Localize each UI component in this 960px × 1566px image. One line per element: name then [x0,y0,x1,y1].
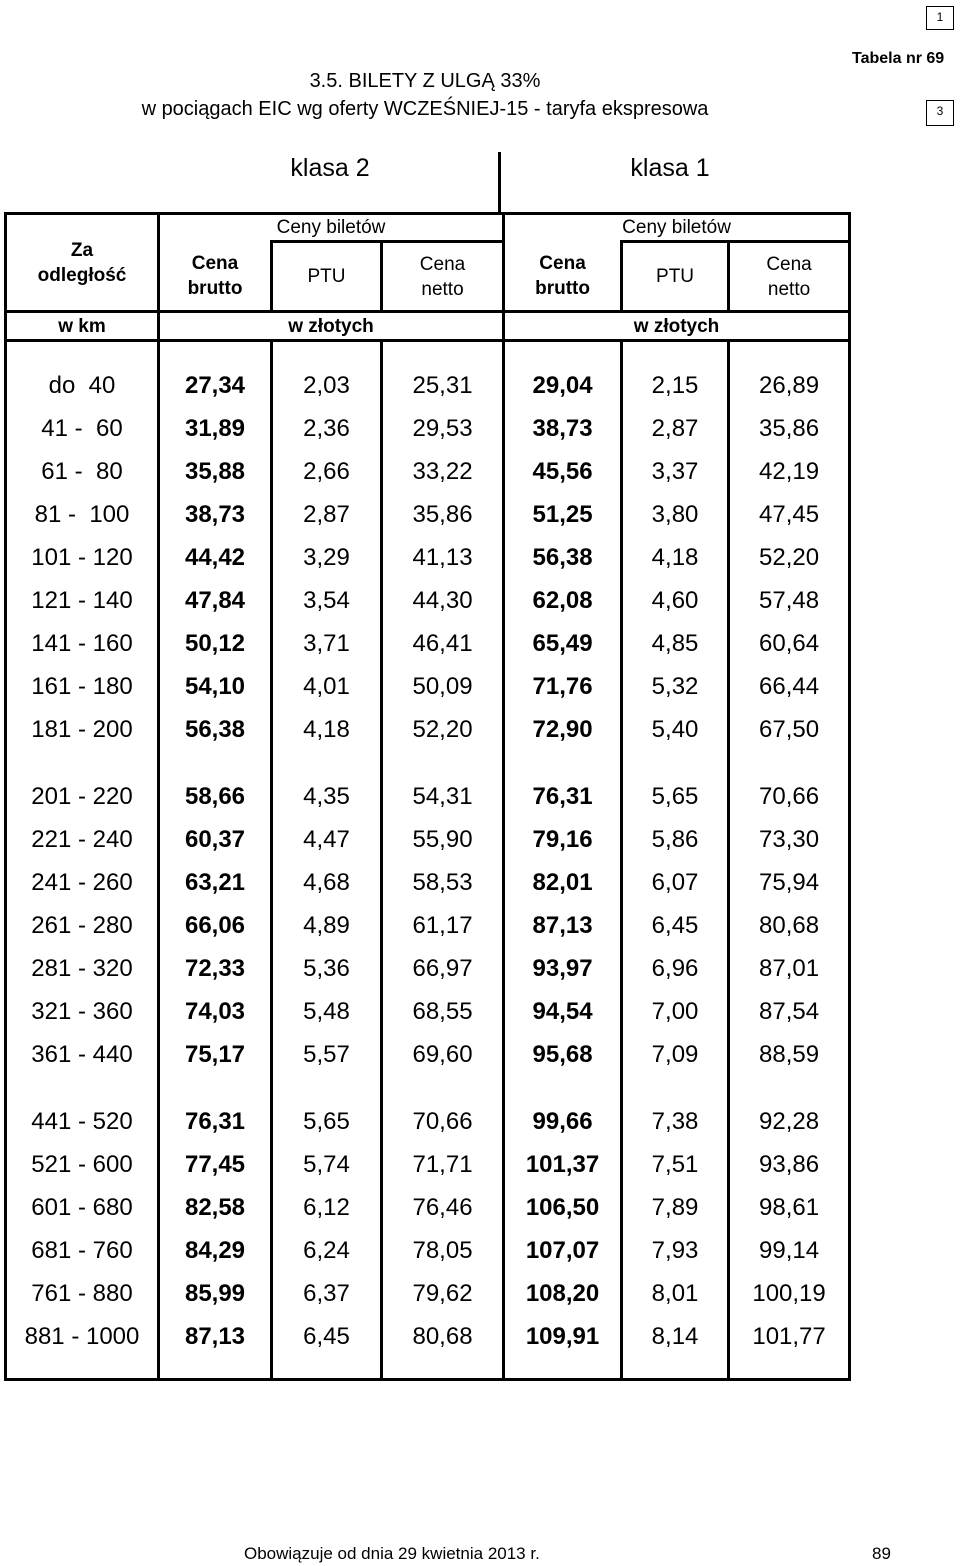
class-1-ptu-cell: 4,18 [622,536,729,579]
class-2-ptu-cell: 4,68 [272,861,382,904]
class-1-ptu-cell: 3,37 [622,450,729,493]
class-2-ptu-cell: 4,89 [272,904,382,947]
class-2-ptu-header: PTU [272,242,382,312]
class-2-ptu-cell: 5,57 [272,1033,382,1076]
net-label-1: Cena [766,253,812,275]
class-2-net-cell: 29,53 [382,407,504,450]
spacer-cell [6,341,159,365]
class-2-ptu-cell: 5,36 [272,947,382,990]
class-1-net-cell: 92,28 [729,1100,850,1143]
class-1-gross-cell: 87,13 [504,904,622,947]
spacer-cell [382,751,504,775]
class-2-ptu-cell: 2,87 [272,493,382,536]
distance-header-line1: Za [70,239,94,261]
price-table [4,212,851,1381]
class-2-gross-cell: 77,45 [159,1143,272,1186]
class-1-gross-cell: 95,68 [504,1033,622,1076]
net-label-2: netto [767,278,811,300]
distance-cell: 521 - 600 [6,1143,159,1186]
class-2-ptu-cell: 6,37 [272,1272,382,1315]
class-1-net-cell: 57,48 [729,579,850,622]
row-spacer [6,341,850,365]
class-1-net-cell: 67,50 [729,708,850,751]
class-2-net-cell: 66,97 [382,947,504,990]
class-2-net-header [382,242,504,312]
class-1-net-cell: 73,30 [729,818,850,861]
class-2-net-cell: 54,31 [382,775,504,818]
spacer-cell [6,751,159,775]
distance-cell: 61 - 80 [6,450,159,493]
spacer-cell [6,1076,159,1100]
distance-cell: 101 - 120 [6,536,159,579]
distance-header-line2: odległość [37,264,127,286]
class-1-gross-cell: 76,31 [504,775,622,818]
class-2-gross-cell: 47,84 [159,579,272,622]
class-1-gross-cell: 107,07 [504,1229,622,1272]
class-1-gross-cell: 45,56 [504,450,622,493]
class-2-net-cell: 76,46 [382,1186,504,1229]
class-1-ptu-cell: 7,51 [622,1143,729,1186]
class-2-ptu-cell: 3,54 [272,579,382,622]
class-1-net-cell: 100,19 [729,1272,850,1315]
title-line-1: 3.5. BILETY Z ULGĄ 33% [309,70,541,92]
class-2-ptu-cell: 4,18 [272,708,382,751]
class-1-net-cell: 87,54 [729,990,850,1033]
class-1-ptu-cell: 7,89 [622,1186,729,1229]
distance-cell: 281 - 320 [6,947,159,990]
class-2-net-cell: 50,09 [382,665,504,708]
class-1-unit-label: w złotych [504,312,850,341]
table-row [6,364,850,407]
class-2-prices-header: Ceny biletów [159,214,504,242]
class-1-gross-header [504,242,622,312]
footer-page-number: 89 [872,1544,891,1563]
class-2-gross-cell: 27,34 [159,364,272,407]
distance-header [6,214,159,312]
class-2-gross-cell: 35,88 [159,450,272,493]
class-1-net-cell: 99,14 [729,1229,850,1272]
class-1-net-cell: 70,66 [729,775,850,818]
class-1-gross-cell: 38,73 [504,407,622,450]
class-1-ptu-cell: 8,14 [622,1315,729,1358]
class-1-gross-cell: 72,90 [504,708,622,751]
spacer-cell [382,1358,504,1380]
class-1-ptu-cell: 6,96 [622,947,729,990]
distance-cell: 881 - 1000 [6,1315,159,1358]
gross-label-1: Cena [539,252,586,274]
class-1-net-cell: 52,20 [729,536,850,579]
class-2-gross-cell: 31,89 [159,407,272,450]
class-2-ptu-cell: 3,71 [272,622,382,665]
table-number-box: 3 [926,100,954,126]
table-row [6,1272,850,1315]
spacer-cell [622,1358,729,1380]
class-1-ptu-cell: 7,09 [622,1033,729,1076]
class-1-ptu-cell: 5,32 [622,665,729,708]
distance-cell: 161 - 180 [6,665,159,708]
spacer-cell [729,1076,850,1100]
row-spacer [6,1076,850,1100]
class-2-ptu-cell: 5,65 [272,1100,382,1143]
class-2-net-cell: 69,60 [382,1033,504,1076]
class-1-ptu-cell: 8,01 [622,1272,729,1315]
class-1-ptu-cell: 3,80 [622,493,729,536]
class-1-gross-cell: 65,49 [504,622,622,665]
table-body [6,341,850,1380]
class-divider [498,152,501,214]
class-2-net-cell: 71,71 [382,1143,504,1186]
class-2-ptu-cell: 6,12 [272,1186,382,1229]
spacer-cell [504,341,622,365]
class-2-net-cell: 33,22 [382,450,504,493]
class-1-gross-cell: 56,38 [504,536,622,579]
class-2-net-cell: 70,66 [382,1100,504,1143]
table-row [6,1186,850,1229]
class-2-net-cell: 46,41 [382,622,504,665]
spacer-cell [504,1076,622,1100]
class-2-net-cell: 79,62 [382,1272,504,1315]
class-1-gross-cell: 62,08 [504,579,622,622]
net-label-2: netto [421,278,464,300]
class-1-net-cell: 98,61 [729,1186,850,1229]
class-2-gross-header [159,242,272,312]
spacer-cell [159,1076,272,1100]
class-2-ptu-cell: 5,48 [272,990,382,1033]
class-2-ptu-cell: 4,47 [272,818,382,861]
class-2-gross-cell: 87,13 [159,1315,272,1358]
spacer-cell [622,751,729,775]
class-2-net-cell: 58,53 [382,861,504,904]
class-2-gross-cell: 75,17 [159,1033,272,1076]
row-spacer [6,751,850,775]
class-1-net-header [729,242,850,312]
class-2-gross-cell: 85,99 [159,1272,272,1315]
table-row [6,1315,850,1358]
class-1-ptu-cell: 5,40 [622,708,729,751]
class-1-gross-cell: 101,37 [504,1143,622,1186]
table-row [6,1033,850,1076]
spacer-cell [504,751,622,775]
class-1-net-cell: 60,64 [729,622,850,665]
class-1-net-cell: 42,19 [729,450,850,493]
row-spacer [6,1358,850,1380]
table-row [6,1229,850,1272]
spacer-cell [272,341,382,365]
table-row [6,947,850,990]
class-1-ptu-cell: 4,85 [622,622,729,665]
distance-cell: 601 - 680 [6,1186,159,1229]
class-1-ptu-cell: 7,38 [622,1100,729,1143]
distance-cell: 361 - 440 [6,1033,159,1076]
distance-cell: 321 - 360 [6,990,159,1033]
table-header [6,214,850,341]
class-1-net-cell: 35,86 [729,407,850,450]
class-2-net-cell: 55,90 [382,818,504,861]
table-row [6,818,850,861]
distance-cell: 441 - 520 [6,1100,159,1143]
class-2-unit-label: w złotych [159,312,504,341]
distance-cell: 81 - 100 [6,493,159,536]
distance-cell: do 40 [6,364,159,407]
class-2-ptu-cell: 3,29 [272,536,382,579]
class-2-gross-cell: 60,37 [159,818,272,861]
class-1-net-cell: 93,86 [729,1143,850,1186]
class-1-gross-cell: 29,04 [504,364,622,407]
class-1-ptu-header: PTU [622,242,729,312]
class-2-gross-cell: 66,06 [159,904,272,947]
class-1-gross-cell: 82,01 [504,861,622,904]
class-2-net-cell: 35,86 [382,493,504,536]
class-2-gross-cell: 74,03 [159,990,272,1033]
class-1-ptu-cell: 7,93 [622,1229,729,1272]
class-1-net-cell: 26,89 [729,364,850,407]
spacer-cell [622,1076,729,1100]
class-2-gross-cell: 76,31 [159,1100,272,1143]
class-2-gross-cell: 56,38 [159,708,272,751]
spacer-cell [382,1076,504,1100]
class-1-ptu-cell: 6,45 [622,904,729,947]
spacer-cell [622,341,729,365]
spacer-cell [272,751,382,775]
class-1-ptu-cell: 4,60 [622,579,729,622]
distance-cell: 261 - 280 [6,904,159,947]
class-2-gross-cell: 44,42 [159,536,272,579]
class-2-gross-cell: 54,10 [159,665,272,708]
spacer-cell [159,1358,272,1380]
class-1-heading: klasa 1 [630,154,710,182]
class-2-gross-cell: 84,29 [159,1229,272,1272]
class-1-gross-cell: 79,16 [504,818,622,861]
class-1-gross-cell: 99,66 [504,1100,622,1143]
class-1-gross-cell: 93,97 [504,947,622,990]
page-number-box: 1 [926,6,954,30]
footer-note: Obowiązuje od dnia 29 kwietnia 2013 r. [244,1544,540,1563]
class-1-net-cell: 66,44 [729,665,850,708]
class-1-gross-cell: 94,54 [504,990,622,1033]
distance-cell: 141 - 160 [6,622,159,665]
class-1-net-cell: 87,01 [729,947,850,990]
distance-cell: 221 - 240 [6,818,159,861]
class-2-ptu-cell: 5,74 [272,1143,382,1186]
class-2-ptu-cell: 4,35 [272,775,382,818]
class-2-ptu-cell: 6,24 [272,1229,382,1272]
spacer-cell [729,1358,850,1380]
class-2-gross-cell: 58,66 [159,775,272,818]
class-1-gross-cell: 51,25 [504,493,622,536]
class-2-ptu-cell: 2,36 [272,407,382,450]
table-row [6,493,850,536]
net-label-1: Cena [419,253,466,275]
class-1-ptu-cell: 7,00 [622,990,729,1033]
spacer-cell [272,1358,382,1380]
spacer-cell [729,341,850,365]
table-row [6,665,850,708]
spacer-cell [504,1358,622,1380]
class-1-net-cell: 75,94 [729,861,850,904]
class-2-net-cell: 80,68 [382,1315,504,1358]
class-2-ptu-cell: 2,66 [272,450,382,493]
spacer-cell [159,751,272,775]
class-1-gross-cell: 106,50 [504,1186,622,1229]
class-1-ptu-cell: 5,86 [622,818,729,861]
class-1-net-cell: 88,59 [729,1033,850,1076]
class-2-net-cell: 25,31 [382,364,504,407]
class-1-net-cell: 47,45 [729,493,850,536]
table-label: Tabela nr 69 [852,50,945,67]
class-1-ptu-cell: 2,87 [622,407,729,450]
spacer-cell [729,751,850,775]
class-2-gross-cell: 38,73 [159,493,272,536]
table-row [6,407,850,450]
table-row [6,622,850,665]
spacer-cell [272,1076,382,1100]
class-2-gross-cell: 50,12 [159,622,272,665]
gross-label-2: brutto [535,277,590,299]
table-row [6,1100,850,1143]
title-line-2: w pociągach EIC wg oferty WCZEŚNIEJ-15 - taryfa ekspresowa [141,98,709,120]
class-2-net-cell: 78,05 [382,1229,504,1272]
distance-cell: 681 - 760 [6,1229,159,1272]
table-row [6,904,850,947]
table-row [6,861,850,904]
distance-cell: 41 - 60 [6,407,159,450]
class-1-ptu-cell: 6,07 [622,861,729,904]
class-2-net-cell: 41,13 [382,536,504,579]
class-2-heading: klasa 2 [290,154,370,182]
class-2-net-cell: 61,17 [382,904,504,947]
distance-cell: 181 - 200 [6,708,159,751]
class-2-net-cell: 44,30 [382,579,504,622]
class-1-net-cell: 101,77 [729,1315,850,1358]
class-2-ptu-cell: 4,01 [272,665,382,708]
spacer-cell [382,341,504,365]
class-1-gross-cell: 71,76 [504,665,622,708]
class-1-prices-header: Ceny biletów [504,214,850,242]
gross-label-2: brutto [187,277,243,299]
spacer-cell [6,1358,159,1380]
gross-label-1: Cena [191,252,239,274]
table-row [6,450,850,493]
distance-cell: 201 - 220 [6,775,159,818]
class-2-ptu-cell: 2,03 [272,364,382,407]
table-row [6,1143,850,1186]
unit-km-label: w km [6,312,159,341]
class-2-gross-cell: 82,58 [159,1186,272,1229]
class-2-ptu-cell: 6,45 [272,1315,382,1358]
class-1-gross-cell: 109,91 [504,1315,622,1358]
class-2-net-cell: 52,20 [382,708,504,751]
table-row [6,579,850,622]
table-row [6,990,850,1033]
distance-cell: 241 - 260 [6,861,159,904]
class-2-gross-cell: 72,33 [159,947,272,990]
class-2-net-cell: 68,55 [382,990,504,1033]
distance-cell: 761 - 880 [6,1272,159,1315]
class-1-ptu-cell: 2,15 [622,364,729,407]
class-1-gross-cell: 108,20 [504,1272,622,1315]
table-row [6,536,850,579]
class-1-net-cell: 80,68 [729,904,850,947]
class-1-ptu-cell: 5,65 [622,775,729,818]
table-row [6,775,850,818]
spacer-cell [159,341,272,365]
class-2-gross-cell: 63,21 [159,861,272,904]
table-row [6,708,850,751]
distance-cell: 121 - 140 [6,579,159,622]
